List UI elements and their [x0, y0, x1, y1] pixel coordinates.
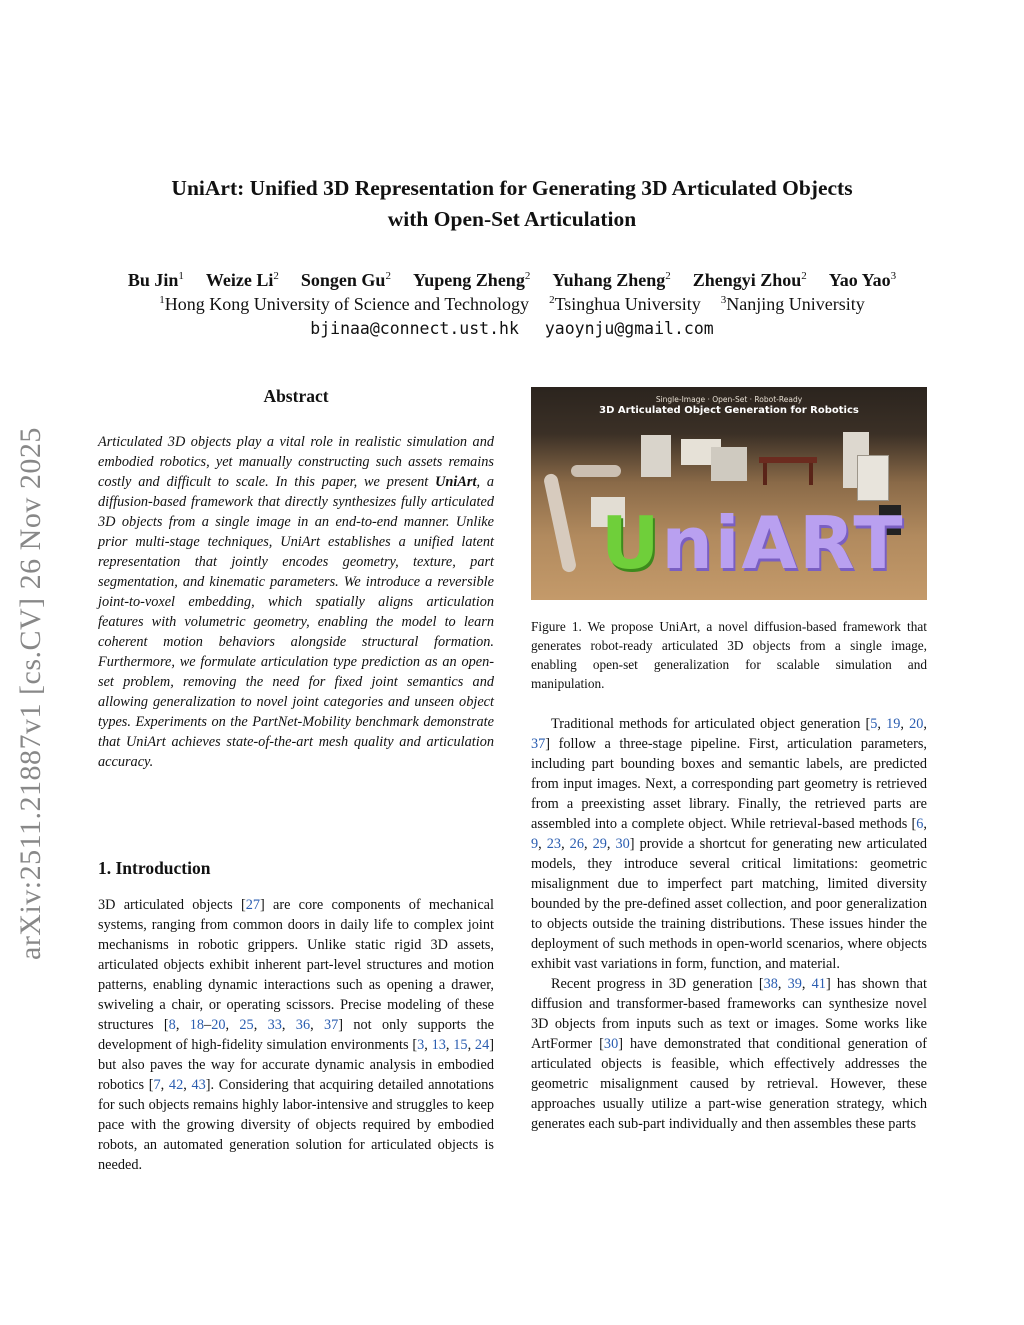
author-list — [0, 270, 1024, 291]
abstract-body — [98, 432, 494, 772]
introduction-body — [98, 895, 494, 1175]
table-shape — [809, 463, 813, 485]
author-name-text: Bu Jin — [127, 270, 179, 290]
author-affiliation-mark: 2 — [273, 270, 279, 282]
citation-link[interactable]: 30 — [615, 836, 630, 852]
figure-subtitle: Single-Image · Open-Set · Robot-Ready — [655, 395, 803, 404]
section-heading-introduction: 1. Introduction — [98, 858, 211, 878]
paragraph-text: , — [583, 836, 593, 852]
citation-link[interactable]: 43 — [191, 1077, 206, 1093]
paragraph-text: – — [204, 1017, 212, 1033]
author-name-text: Zhengyi Zhou — [692, 270, 802, 290]
affiliation-name: Hong Kong University of Science and Technology — [164, 294, 530, 314]
figure-logo — [601, 501, 905, 585]
figure-heading: 3D Articulated Object Generation for Robotics — [599, 405, 859, 416]
citation-link[interactable]: 19 — [886, 716, 901, 732]
paragraph-text: , — [253, 1017, 268, 1033]
right-column-body — [531, 714, 927, 1134]
robot-arm-shape — [543, 473, 577, 574]
author-name — [206, 270, 279, 290]
citation-link[interactable]: 20 — [909, 716, 924, 732]
citation-link[interactable]: 30 — [603, 1036, 619, 1052]
citation-link[interactable]: 5 — [870, 716, 878, 732]
paragraph-text: , — [225, 1017, 240, 1033]
paragraph-text: ] follow a three-stage pipeline. First, articulation parameters, including part bounding boxes and semantic labels, are predicted from input images. Next, a corresponding part geometry is retrieved from a preexisting asset library. Finally, the retrieved parts are assembled into a complete object. While retrieval-based methods [ — [531, 736, 927, 832]
affiliation-number: 1 — [159, 294, 165, 306]
title-line-2: with Open-Set Articulation — [387, 207, 637, 231]
figure-1-image — [531, 387, 927, 600]
paragraph-text: , — [801, 976, 812, 992]
author-affiliation-mark: 1 — [178, 270, 184, 282]
right-paragraph-2 — [531, 974, 927, 1134]
citation-link[interactable]: 29 — [592, 836, 607, 852]
paragraph-text: , — [160, 1077, 169, 1093]
affiliation-list — [0, 294, 1024, 315]
paragraph-text: , — [175, 1017, 190, 1033]
paragraph-text: ] are core components of mechanical systems, ranging from common doors in daily life to complex joint mechanisms in robotic grippers. Unlike static rigid 3D assets, articulated objects exhibit inherent part-level structures and motion patterns, enabling dynamic interactions such as opening a drawer, swiveling a chair, or operating scissors. Precise modeling of these structures [ — [98, 897, 494, 1033]
affiliation-name: Tsinghua University — [554, 294, 701, 314]
citation-link[interactable]: 26 — [569, 836, 584, 852]
affiliation — [549, 294, 701, 314]
author-name-text: Yupeng Zheng — [412, 270, 525, 290]
author-affiliation-mark: 2 — [801, 270, 807, 282]
paragraph-text: ]. Considering that acquiring detailed annotations for such objects remains highly labor-intensive and struggles to keep pace with the growing diversity of objects required by embodied robots, an automated generation solution for articulated objects is needed. — [98, 1077, 494, 1173]
cabinet-shape — [857, 455, 889, 501]
citation-link[interactable]: 36 — [295, 1017, 311, 1033]
paragraph-text: 3D articulated objects [ — [98, 897, 246, 913]
citation-link[interactable]: 8 — [168, 1017, 176, 1033]
figure-1-caption: Figure 1. We propose UniArt, a novel diffusion-based framework that generates robot-ready articulated 3D objects from a single image, enabling open-set generalization for scalable simulation and manipulation. — [531, 619, 927, 691]
paragraph-text: ] has shown that diffusion and transformer-based frameworks can synthesize novel 3D objects from inputs such as text or images. Some works like ArtFormer [ — [531, 976, 927, 1052]
paragraph-text: , — [281, 1017, 296, 1033]
author-name-text: Weize Li — [205, 270, 274, 290]
paragraph-text: Recent progress in 3D generation [ — [551, 976, 764, 992]
citation-link[interactable]: 25 — [239, 1017, 254, 1033]
paragraph-text: , — [923, 816, 927, 832]
intro-paragraph — [98, 895, 494, 1175]
paragraph-text: , — [606, 836, 616, 852]
citation-link[interactable]: 27 — [245, 897, 261, 913]
paragraph-text: , — [467, 1037, 475, 1053]
title-line-1: UniArt: Unified 3D Representation for Generating 3D Articulated Objects — [171, 176, 853, 200]
affiliation-name: Nanjing University — [726, 294, 865, 314]
author-name-text: Yuhang Zheng — [552, 270, 666, 290]
author-name-text: Yao Yao — [828, 270, 891, 290]
paragraph-text: Traditional methods for articulated object generation [ — [551, 716, 871, 732]
citation-link[interactable]: 9 — [531, 836, 539, 852]
citation-link[interactable]: 24 — [474, 1037, 490, 1053]
citation-link[interactable]: 18 — [189, 1017, 205, 1033]
email-1[interactable]: bjinaa@connect.ust.hk — [310, 319, 519, 338]
email-2[interactable]: yaoynju@gmail.com — [544, 319, 714, 338]
robot-arm-shape — [571, 465, 621, 477]
citation-link[interactable]: 6 — [916, 816, 924, 832]
citation-link[interactable]: 3 — [417, 1037, 425, 1053]
citation-link[interactable]: 38 — [763, 976, 778, 992]
paragraph-text: , — [310, 1017, 324, 1033]
paragraph-text: ] provide a shortcut for generating new articulated models, they introduce several critical limitations: geometric misalignment due to imperfect part matching, limited diversity bounded by the pre-defined asset collection, and poor generalization to objects outside the training distributions. These issues hinder the deployment of such methods in open-world scenarios, where objects exhibit vast variations in form, function, and material. — [531, 836, 927, 972]
author-affiliation-mark: 3 — [890, 270, 897, 282]
paragraph-text: ] but also paves the way for accurate dynamic analysis in embodied robotics [ — [98, 1037, 494, 1093]
citation-link[interactable]: 7 — [153, 1077, 161, 1093]
abstract-method-name: UniArt — [435, 474, 477, 490]
author-name — [301, 270, 391, 290]
cabinet-shape — [641, 435, 671, 477]
author-name — [552, 270, 670, 290]
abstract-heading: Abstract — [263, 386, 329, 406]
affiliation — [159, 294, 529, 314]
table-shape — [763, 463, 767, 485]
citation-link[interactable]: 41 — [811, 976, 826, 992]
abstract-text-pre: Articulated 3D objects play a vital role in realistic simulation and embodied robotics, yet manually constructing such assets remains costly and difficult to scale. In this paper, we present — [98, 434, 494, 490]
figure-logo-rest: niART — [661, 501, 905, 585]
email-list — [0, 319, 1024, 338]
author-affiliation-mark: 2 — [665, 270, 671, 282]
affiliation-number: 3 — [720, 294, 727, 306]
citation-link[interactable]: 13 — [431, 1037, 446, 1053]
citation-link[interactable]: 42 — [168, 1077, 184, 1093]
arxiv-stamp: arXiv:2511.21887v1 [cs.CV] 26 Nov 2025 — [14, 427, 47, 960]
paragraph-text: , — [445, 1037, 454, 1053]
author-name — [693, 270, 807, 290]
abstract-text-post: , a diffusion-based framework that directly synthesizes fully articulated 3D objects from a single image in an end-to-end manner. Unlike prior multi-stage techniques, UniArt establishes a unified latent representation that jointly encodes geometry, texture, part segmentation, and kinematic parameters. We introduce a reversible joint-to-voxel embedding, which spatially aligns articulation features with volumetric geometry, enabling the model to learn coherent motion behaviors alongside structural formation. Furthermore, we formulate articulation type prediction as an open-set problem, removing the need for fixed joint semantics and allowing generalization to novel joint categories and unseen object types. Experiments on the PartNet-Mobility benchmark demonstrate that UniArt achieves state-of-the-art mesh quality and articulation accuracy. — [98, 474, 495, 770]
citation-link[interactable]: 33 — [267, 1017, 282, 1033]
affiliation — [721, 294, 865, 314]
cabinet-shape — [711, 447, 747, 481]
paragraph-text: , — [561, 836, 570, 852]
paper-title — [0, 173, 1024, 235]
author-affiliation-mark: 2 — [524, 270, 531, 282]
paragraph-text: , — [424, 1037, 432, 1053]
citation-link[interactable]: 37 — [531, 736, 546, 752]
author-name-text: Songen Gu — [300, 270, 386, 290]
paragraph-text: , — [900, 716, 910, 732]
paragraph-text: , — [777, 976, 788, 992]
paragraph-text: , — [877, 716, 887, 732]
paragraph-text: , — [183, 1077, 192, 1093]
paragraph-text: , — [923, 716, 927, 732]
author-name — [413, 270, 530, 290]
citation-link[interactable]: 37 — [324, 1017, 339, 1033]
author-affiliation-mark: 2 — [385, 270, 391, 282]
figure-logo-u: U — [601, 501, 662, 585]
author-name — [128, 270, 184, 290]
affiliation-number: 2 — [549, 294, 555, 306]
citation-link[interactable]: 39 — [787, 976, 802, 992]
citation-link[interactable]: 15 — [453, 1037, 468, 1053]
right-paragraph-1 — [531, 714, 927, 974]
paragraph-text: , — [538, 836, 547, 852]
citation-link[interactable]: 23 — [546, 836, 562, 852]
paragraph-text: ] have demonstrated that conditional generation of articulated objects is feasible, which effectively addresses the geometric misalignment caused by retrieval. However, these approaches usually utilize a part-wise generation strategy, which generates each sub-part individually and then assembles these parts — [531, 1036, 927, 1132]
author-name — [829, 270, 896, 290]
paragraph-text: ] not only supports the development of high-fidelity simulation environments [ — [98, 1017, 494, 1053]
citation-link[interactable]: 20 — [211, 1017, 226, 1033]
